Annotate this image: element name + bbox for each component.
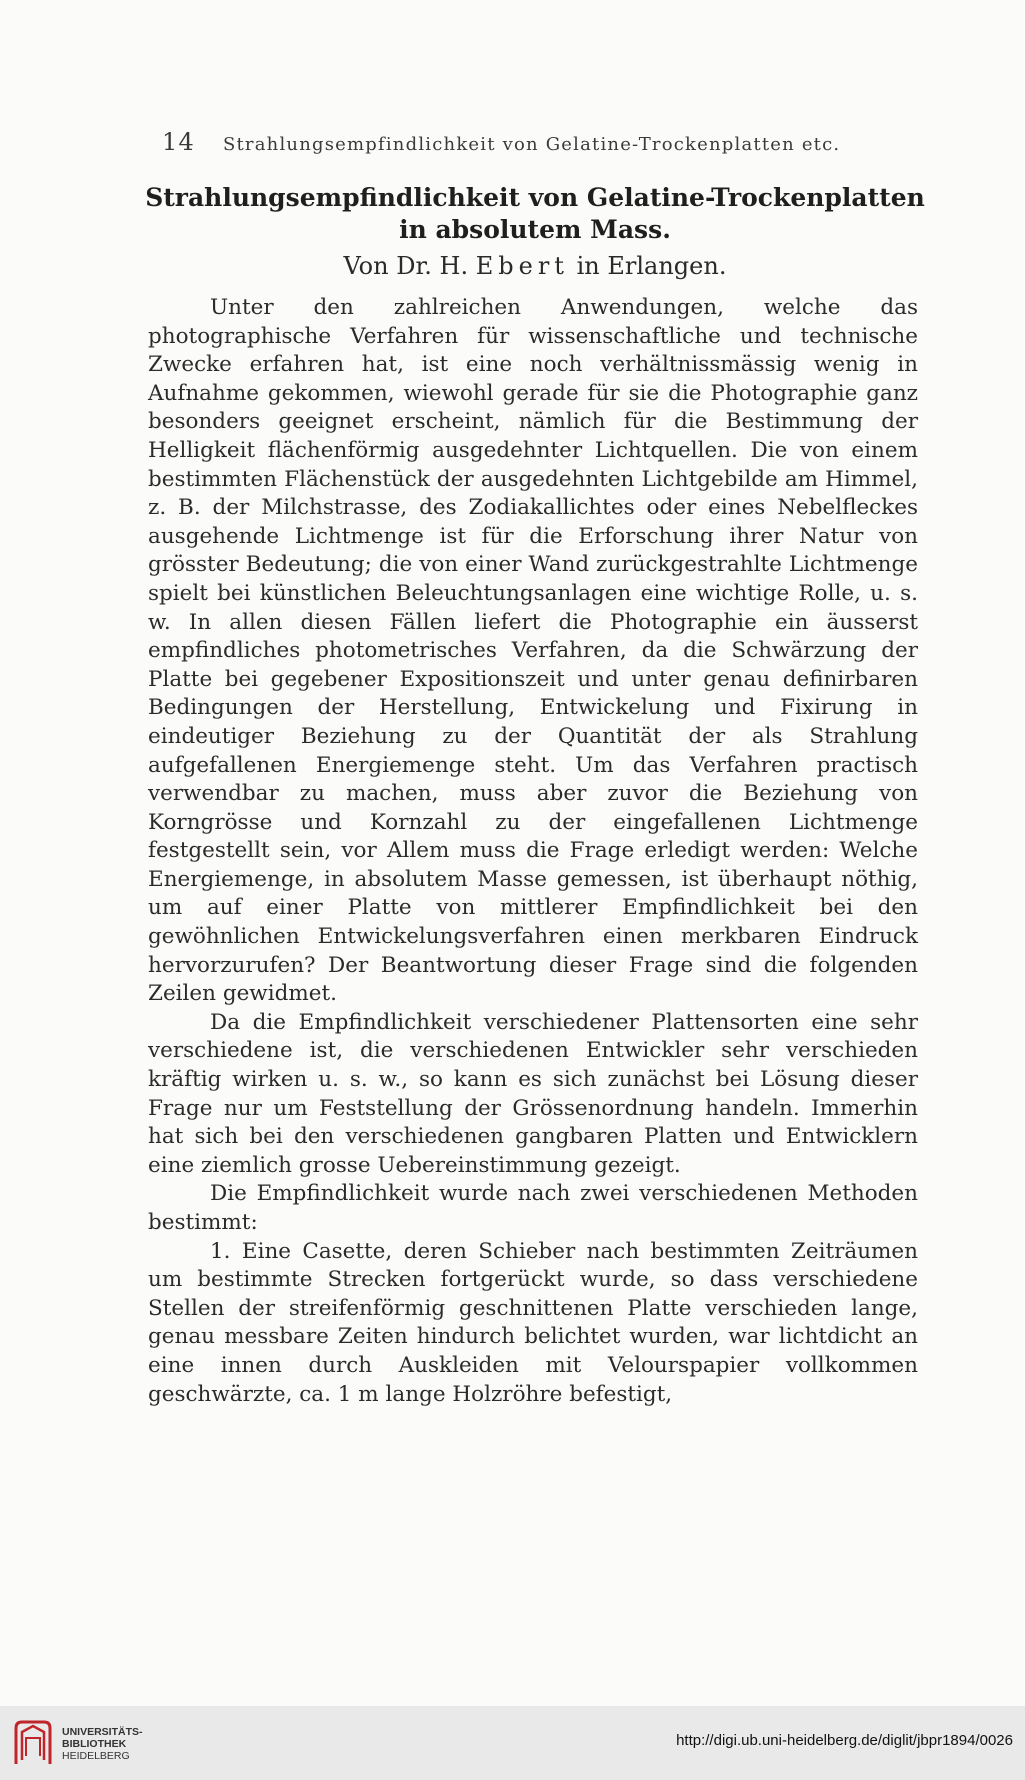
paragraph-4: 1. Eine Casette, deren Schieber nach bestimmten Zeiträumen um bestimmte Strecken fortgerückt wurde, so dass verschiedene Stellen der streifenförmig geschnittenen Platte verschieden lange, genau messbare Zeiten hindurch belichtet wurden, war lichtdicht an eine innen durch Auskleiden mit Velourspapier vollkommen geschwärzte, ca. 1 m lange Holzröhre befestigt, [148, 1238, 918, 1407]
article-body [148, 294, 918, 1409]
paragraph-2: Da die Empfindlichkeit verschiedener Plattensorten eine sehr verschiedene ist, die verschiedenen Entwickler sehr verschieden kräftig wirken u. s. w., so kann es sich zunächst bei Lösung dieser Frage nur um Feststellung der Grössenordnung handeln. Immerhin hat sich bei den verschiedenen gangbaren Platten und Entwicklern eine ziemlich grosse Uebereinstimmung gezeigt. [148, 1009, 918, 1178]
article-title-line-1: Strahlungsempfindlichkeit von Gelatine-Trockenplatten [145, 183, 925, 212]
permalink-url[interactable]: http://digi.ub.uni-heidelberg.de/diglit/jbpr1894/0026 [676, 1732, 1013, 1749]
author-name: Ebert [475, 252, 569, 280]
paragraph-3: Die Empfindlichkeit wurde nach zwei verschiedenen Methoden bestimmt: [148, 1181, 918, 1235]
paragraph-1: Unter den zahlreichen Anwendungen, welche das photographische Verfahren für wissenschaftliche und technische Zwecke erfahren hat, ist eine noch verhältnissmässig wenig in Aufnahme gekommen, wiewohl gerade für sie die Photographie ganz besonders geeignet erscheint, nämlich für die Bestimmung der Helligkeit flächenförmig ausgedehnter Lichtquellen. Die von einem bestimmten Flächenstück der ausgedehnten Lichtgebilde am Himmel, z. B. der Milchstrasse, des Zodiakallichtes oder eines Nebelfleckes ausgehende Lichtmenge ist für die Erforschung ihrer Natur von grösster Bedeutung; die von einer Wand zurückgestrahlte Lichtmenge spielt bei künstlichen Beleuchtungsanlagen eine wichtige Rolle, u. s. w. In allen diesen Fällen liefert die Photographie ein äusserst empfindliches photometrisches Verfahren, da die Schwärzung der Platte bei gegebener Expositionszeit und unter genau definirbaren Bedingungen der Herstellung, Entwickelung und Fixirung in eindeutiger Beziehung zu der Quantität der als Strahlung aufgefallenen Energiemenge steht. Um das Verfahren practisch verwendbar zu machen, muss aber zuvor die Beziehung von Korngrösse und Kornzahl zu der eingefallenen Lichtmenge festgestellt sein, vor Allem muss die Frage erledigt werden: Welche Energiemenge, in absolutem Masse gemessen, ist überhaupt nöthig, um auf einer Platte von mittlerer Empfindlichkeit bei den gewöhnlichen Entwickelungsverfahren einen merkbaren Eindruck hervorzurufen? Der Beantwortung dieser Frage sind die folgenden Zeilen gewidmet. [148, 295, 918, 1007]
viewer-footer-bar [0, 1706, 1025, 1780]
article-title [120, 182, 950, 246]
page-number: 14 [162, 128, 195, 156]
running-header [162, 128, 862, 156]
library-logo-text [62, 1726, 143, 1762]
byline-prefix: Von Dr. H. [343, 252, 469, 280]
library-seal-icon [12, 1720, 54, 1766]
article-title-line-2: in absolutem Mass. [399, 215, 671, 244]
byline-suffix: in Erlangen. [576, 252, 727, 280]
library-logo-name: UNIVERSITÄTS- BIBLIOTHEK [62, 1726, 143, 1750]
library-logo-city: HEIDELBERG [62, 1750, 130, 1762]
running-title: Strahlungsempfindlichkeit von Gelatine-Trockenplatten etc. [222, 134, 841, 155]
byline [120, 252, 950, 280]
library-logo[interactable] [12, 1720, 182, 1768]
